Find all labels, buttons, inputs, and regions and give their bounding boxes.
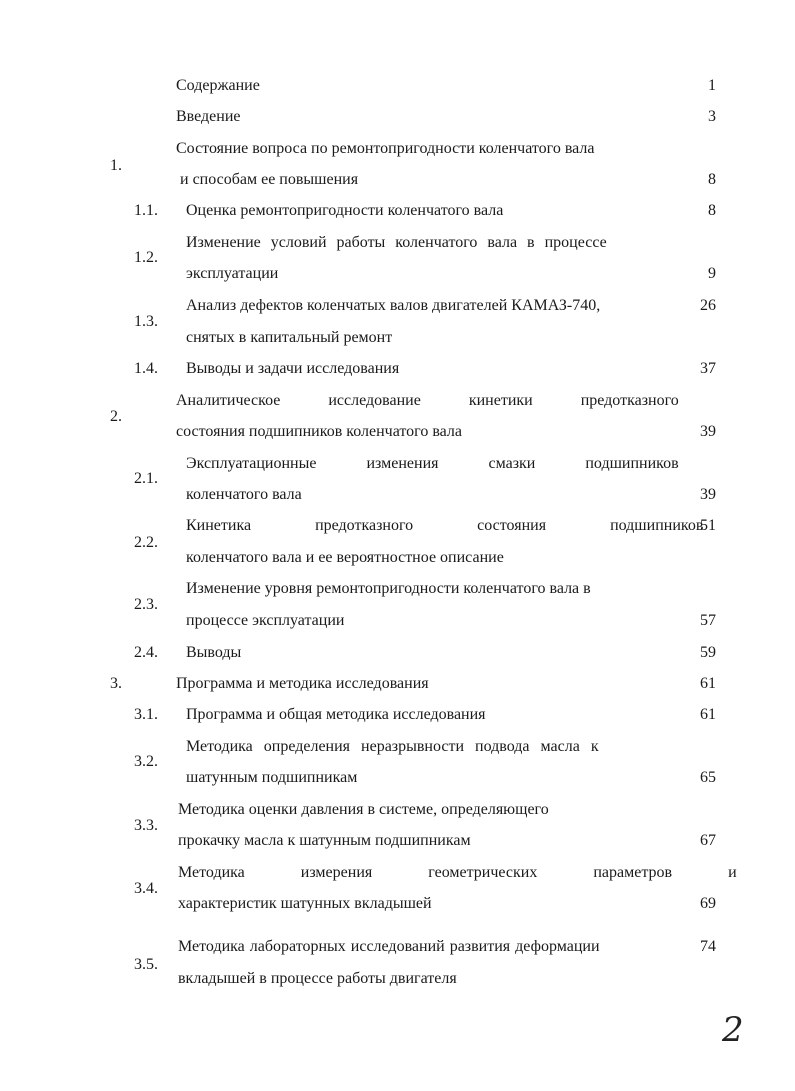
toc-s3-3-line1: Методика оценки давления в системе, определяющего — [178, 801, 549, 818]
toc-s2-1-line2: коленчатого вала — [186, 486, 302, 503]
toc-s3-2-line1: Методика определения неразрывности подвода масла к — [186, 738, 599, 755]
toc-s1-2-line2: эксплуатации — [186, 265, 279, 282]
toc-s1-4-line1: Выводы и задачи исследования — [186, 360, 400, 377]
toc-s3-5-line1: Методика лабораторных исследований развития деформации — [178, 938, 600, 955]
toc-s1-3-line1: Анализ дефектов коленчатых валов двигателей КАМАЗ-740, — [186, 297, 601, 314]
toc-s3-2-number: 3.2. — [134, 753, 158, 770]
toc-s2-3-line2: процессе эксплуатации — [186, 612, 345, 629]
toc-s3-1-page: 61 — [700, 706, 716, 723]
toc-ch3-number: 3. — [110, 675, 122, 692]
toc-s3-3-number: 3.3. — [134, 817, 158, 834]
toc-ch2-number: 2. — [110, 408, 122, 425]
toc-ch3-page: 61 — [700, 675, 716, 692]
toc-s2-2-line2: коленчатого вала и ее вероятностное описание — [186, 549, 504, 566]
toc-ch1-line2: и способам ее повышения — [180, 171, 359, 188]
toc-s2-1-number: 2.1. — [134, 470, 158, 487]
toc-s3-4-line1: Методика измерения геометрических параметров и — [178, 864, 737, 881]
toc-s1-3-line2: снятых в капитальный ремонт — [186, 329, 393, 346]
toc-s2-4-page: 59 — [700, 644, 716, 661]
toc-contents-page: 1 — [708, 77, 716, 94]
toc-s3-5-number: 3.5. — [134, 956, 158, 973]
toc-s2-1-page: 39 — [700, 486, 716, 503]
toc-ch1-line1: Состояние вопроса по ремонтопригодности коленчатого вала — [176, 140, 595, 157]
toc-s1-4-page: 37 — [700, 360, 716, 377]
toc-s3-3-line2: прокачку масла к шатунным подшипникам — [178, 832, 471, 849]
toc-contents-title: Содержание — [176, 77, 260, 94]
toc-s1-3-number: 1.3. — [134, 313, 158, 330]
toc-s3-2-line2: шатунным подшипникам — [186, 769, 358, 786]
toc-s1-1-number: 1.1. — [134, 202, 158, 219]
toc-s3-5-page: 74 — [700, 938, 716, 955]
toc-s2-4-line1: Выводы — [186, 644, 242, 661]
toc-s3-4-line2: характеристик шатунных вкладышей — [178, 895, 432, 912]
toc-s1-2-line1: Изменение условий работы коленчатого вала в процессе — [186, 234, 607, 251]
toc-ch2-line1: Аналитическое исследование кинетики предотказного — [176, 392, 679, 409]
handwritten-page-number: 2 — [722, 1010, 744, 1050]
toc-s2-2-line1: Кинетика предотказного состояния подшипников — [186, 517, 704, 534]
toc-s3-4-number: 3.4. — [134, 880, 158, 897]
toc-s3-3-page: 67 — [700, 832, 716, 849]
toc-s1-4-number: 1.4. — [134, 360, 158, 377]
toc-ch1-page: 8 — [708, 171, 716, 188]
toc-s1-2-number: 1.2. — [134, 249, 158, 266]
toc-intro-page: 3 — [708, 108, 716, 125]
toc-s3-5-line2: вкладышей в процессе работы двигателя — [178, 970, 457, 987]
toc-ch2-page: 39 — [700, 423, 716, 440]
toc-s2-3-number: 2.3. — [134, 596, 158, 613]
toc-s3-1-line1: Программа и общая методика исследования — [186, 706, 486, 723]
toc-s2-1-line1: Эксплуатационные изменения смазки подшипников — [186, 455, 679, 472]
toc-s2-4-number: 2.4. — [134, 644, 158, 661]
toc-s2-3-line1: Изменение уровня ремонтопригодности коленчатого вала в — [186, 580, 591, 597]
toc-ch3-line1: Программа и методика исследования — [176, 675, 429, 692]
toc-s1-2-page: 9 — [708, 265, 716, 282]
toc-s2-2-number: 2.2. — [134, 534, 158, 551]
toc-s2-3-page: 57 — [700, 612, 716, 629]
toc-s1-3-page: 26 — [700, 297, 716, 314]
toc-s2-2-page: 51 — [700, 517, 716, 534]
toc-ch2-line2: состояния подшипников коленчатого вала — [176, 423, 462, 440]
toc-s1-1-line1: Оценка ремонтопригодности коленчатого вала — [186, 202, 504, 219]
toc-s3-4-page: 69 — [700, 895, 716, 912]
toc-ch1-number: 1. — [110, 157, 122, 174]
toc-s3-2-page: 65 — [700, 769, 716, 786]
toc-s1-1-page: 8 — [708, 202, 716, 219]
toc-s3-1-number: 3.1. — [134, 706, 158, 723]
toc-intro-title: Введение — [176, 108, 241, 125]
